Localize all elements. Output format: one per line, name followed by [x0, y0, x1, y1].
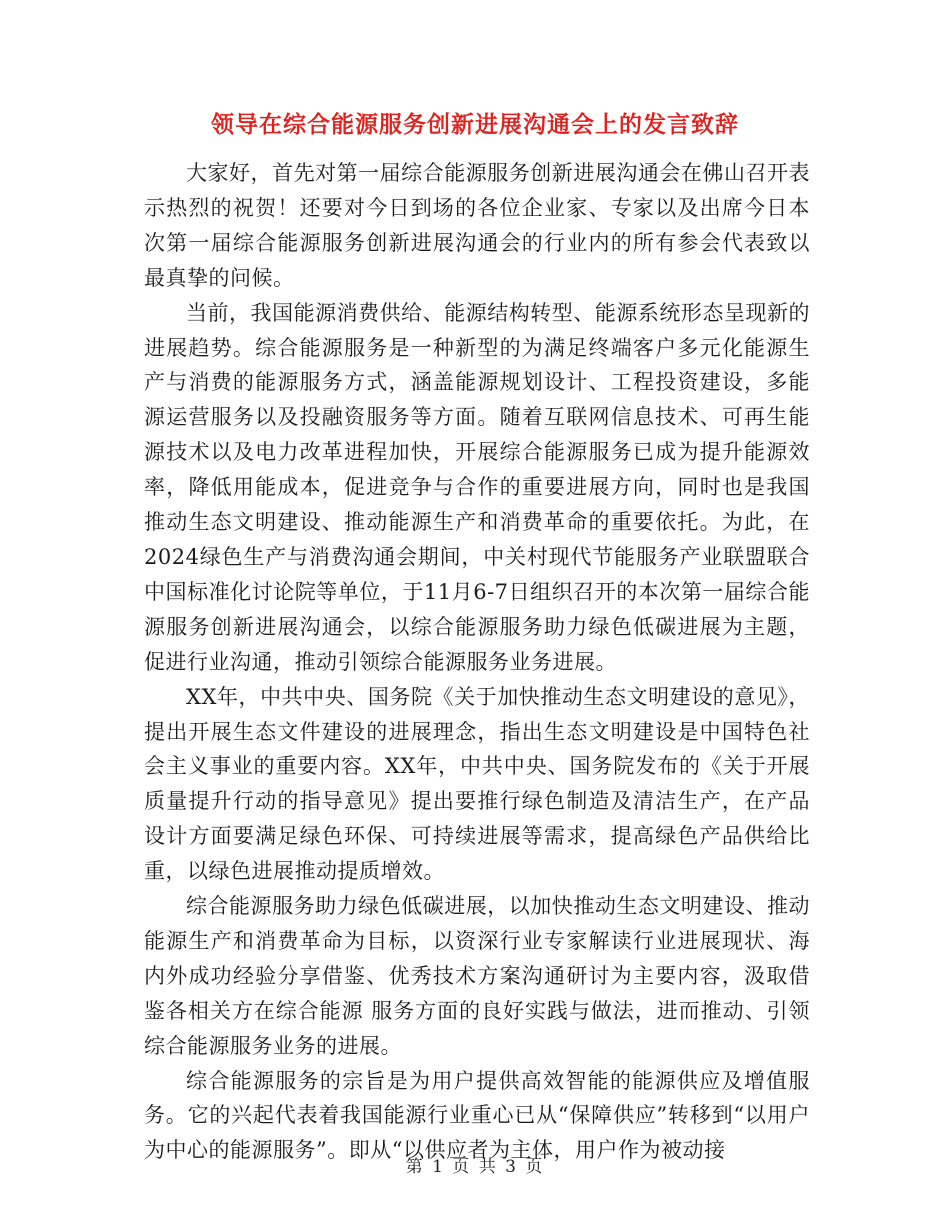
document-body: [144, 156, 810, 1168]
document-title: 领导在综合能源服务创新进展沟通会上的发言致辞: [211, 111, 739, 138]
paragraph-policy: XX年，中共中央、国务院《关于加快推动生态文明建设的意见》，提出开展生态文件建设的进展理念，指出生态文明建设是中国特色社会主义事业的重要内容。XX年，中共中央、国务院发布的《关于开展质量提升行动的指导意见》提出要推行绿色制造及清洁生产，在产品设计方面要满足绿色环保、可持续进展等需求，提高绿色产品供给比重，以绿色进展推动提质增效。: [144, 684, 810, 884]
paragraph-greeting: 大家好，首先对第一届综合能源服务创新进展沟通会在佛山召开表示热烈的祝贺！还要对今日到场的各位企业家、专家以及出席今日本次第一届综合能源服务创新进展沟通会的行业内的所有参会代表致以最真挚的问候。: [144, 161, 810, 290]
paragraph-goals: 综合能源服务助力绿色低碳进展，以加快推动生态文明建设、推动能源生产和消费革命为目标，以资深行业专家解读行业进展现状、海内外成功经验分享借鉴、优秀技术方案沟通研讨为主要内容，汲取借鉴各相关方在综合能源 服务方面的良好实践与做法，进而推动、引领综合能源服务业务的进展。: [144, 894, 810, 1058]
page-number-footer: 第 1 页 共 3 页: [405, 1157, 545, 1177]
paragraph-current-situation: 当前，我国能源消费供给、能源结构转型、能源系统形态呈现新的进展趋势。综合能源服务是一种新型的为满足终端客户多元化能源生产与消费的能源服务方式，涵盖能源规划设计、工程投资建设，多能源运营服务以及投融资服务等方面。随着互联网信息技术、可再生能源技术以及电力改革进程加快，开展综合能源服务已成为提升能源效率，降低用能成本，促进竞争与合作的重要进展方向，同时也是我国推动生态文明建设、推动能源生产和消费革命的重要依托。为此，在2024绿色生产与消费沟通会期间，中关村现代节能服务产业联盟联合中国标准化讨论院等单位，于11月6-7日组织召开的本次第一届综合能源服务创新进展沟通会，以综合能源服务助力绿色低碳进展为主题，促进行业沟通，推动引领综合能源服务业务进展。: [144, 300, 810, 674]
paragraph-purpose: 综合能源服务的宗旨是为用户提供高效智能的能源供应及增值服务。它的兴起代表着我国能源行业重心已从“保障供应”转移到“以用户为中心的能源服务”。即从“以供应者为主体，用户作为被动接: [144, 1068, 810, 1163]
